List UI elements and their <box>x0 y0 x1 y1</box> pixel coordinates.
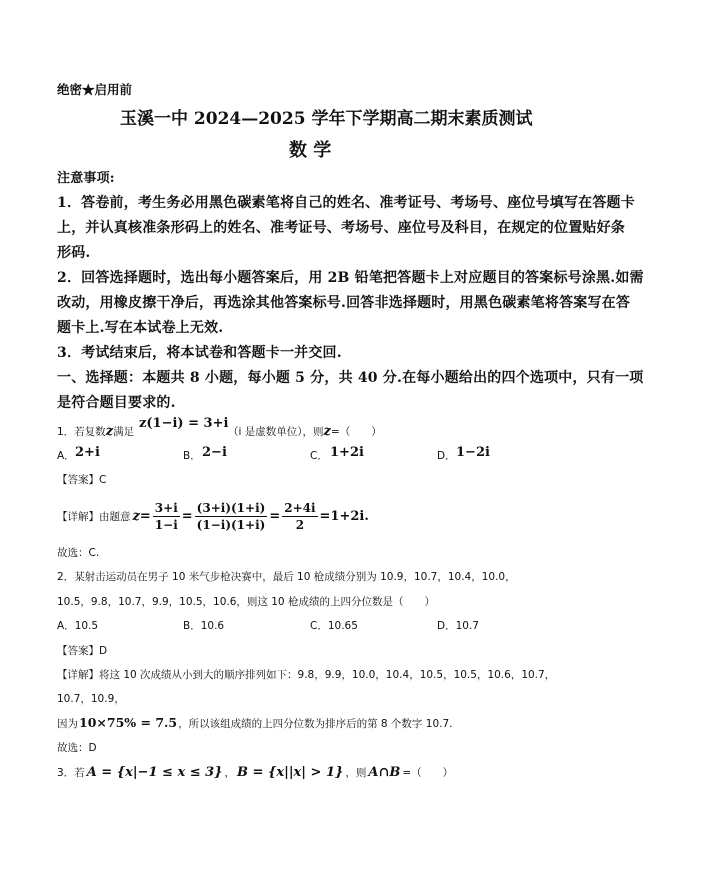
question-1-stem <box>57 424 134 439</box>
question-1-zeq: z <box>323 424 331 439</box>
option-value: 1+2i <box>330 445 364 460</box>
option-value: 2−i <box>202 445 227 460</box>
option-value: 10.6 <box>200 620 225 632</box>
question-2-conclusion: 故选：D <box>57 742 97 754</box>
question-1-conclusion: 故选：C. <box>57 547 100 559</box>
question-2-option-c <box>310 618 358 633</box>
note-1-line-1: 1．答卷前，考生务必用黑色碳素笔将自己的姓名、准考证号、考场号、座位号填写在答题卡 <box>57 195 635 211</box>
question-3-stem <box>57 765 453 780</box>
set-b: B = {x||x| > 1} <box>237 765 344 780</box>
question-3-prefix: 3．若 <box>57 767 85 779</box>
detail-z: z <box>132 508 140 524</box>
option-value: 1−2i <box>456 445 490 460</box>
question-1-mid: 满足 <box>113 426 135 438</box>
section-heading-line-1: 一、选择题：本题共 8 小题，每小题 5 分，共 40 分.在每小题给出的四个选项中，只有一项 <box>57 370 644 386</box>
question-2-detail-line-2: 10.7，10.9， <box>57 693 125 705</box>
option-letter: D． <box>437 620 456 632</box>
confidential-mark: 绝密★启用前 <box>57 82 133 97</box>
question-2-detail-line-3 <box>57 715 453 731</box>
fraction-2-denominator: (1−i)(1+i) <box>196 517 266 532</box>
note-2-line-2: 改动，用橡皮擦干净后，再选涂其他答案标号.回答非选择题时，用黑色碳素笔将答案写在答 <box>57 295 631 311</box>
question-1-blank: =（ ） <box>330 426 382 438</box>
question-1-prefix: 1．若复数 <box>57 426 106 438</box>
detail-suffix: ，所以该组成绩的上四分位数为排序后的第 8 个数字 10.7. <box>178 718 453 730</box>
notes-heading: 注意事项: <box>57 171 115 186</box>
separator: ， <box>224 767 236 779</box>
detail-prefix: 【详解】由题意 <box>57 510 131 523</box>
option-value: 2+i <box>75 445 100 460</box>
question-2-answer: 【答案】D <box>57 645 108 657</box>
equals-sign: = <box>269 508 281 524</box>
option-letter: C． <box>310 450 328 462</box>
note-2-line-3: 题卡上.写在本试卷上无效. <box>57 320 224 336</box>
question-1-option-a <box>57 448 75 463</box>
question-2-detail-line-1: 【详解】将这 10 次成绩从小到大的顺序排列如下：9.8，9.9，10.0，10.4，10.5，10.5，10.6，10.7， <box>57 669 556 681</box>
option-letter: A． <box>57 620 75 632</box>
note-2-line-1: 2．回答选择题时，选出每小题答案后，用 2B 铅笔把答题卡上对应题目的答案标号涂黑.如需 <box>57 270 644 286</box>
question-2-option-a <box>57 618 98 633</box>
fraction-3-numerator: 2+4i <box>284 500 316 515</box>
fraction-2 <box>195 501 268 532</box>
set-a: A = {x|−1 ≤ x ≤ 3} <box>86 765 223 780</box>
question-2-line-1: 2．某射击运动员在男子 10 米气步枪决赛中，最后 10 枪成绩分别为 10.9，10.7，10.4，10.0， <box>57 571 516 583</box>
option-letter: A． <box>57 450 75 462</box>
option-value: 10.7 <box>455 620 479 632</box>
question-1-paren: （i 是虚数单位），则 <box>228 426 324 438</box>
option-letter: C． <box>310 620 328 632</box>
question-2-option-d <box>437 618 479 633</box>
equals-sign: = <box>181 508 193 524</box>
fraction-3-denominator: 2 <box>295 517 305 532</box>
option-letter: B． <box>183 450 201 462</box>
question-1-detail <box>57 496 369 536</box>
option-letter: D． <box>437 450 456 462</box>
intersection-expression: A∩B <box>368 765 401 780</box>
note-3: 3．考试结束后，将本试卷和答题卡一并交回. <box>57 345 342 361</box>
detail-math: 10×75% = 7.5 <box>79 715 178 730</box>
detail-prefix: 因为 <box>57 718 78 730</box>
question-2-option-b <box>183 618 224 633</box>
question-3-tail-prefix: ，则 <box>345 767 367 779</box>
subject-title: 数 学 <box>289 140 332 161</box>
question-1-z: z <box>105 424 114 439</box>
detail-result: =1+2i. <box>319 508 369 524</box>
fraction-1 <box>153 501 180 532</box>
fraction-2-numerator: (3+i)(1+i) <box>196 500 266 515</box>
question-1-option-d <box>437 448 456 463</box>
exam-title: 玉溪一中 2024—2025 学年下学期高二期末素质测试 <box>120 109 533 129</box>
question-2-line-2: 10.5，9.8，10.7，9.9，10.5，10.6，则这 10 枪成绩的上四分位数是（ ） <box>57 596 435 608</box>
equals-sign: = <box>139 508 151 524</box>
note-1-line-3: 形码. <box>57 245 91 261</box>
option-value: 10.5 <box>74 620 99 632</box>
fraction-3 <box>282 501 317 532</box>
question-1-answer: 【答案】C <box>57 474 107 486</box>
question-1-stem-tail <box>228 424 382 439</box>
note-1-line-2: 上，并认真核准条形码上的姓名、准考证号、考场号、座位号及科目，在规定的位置贴好条 <box>57 220 625 236</box>
question-1-option-c <box>310 448 328 463</box>
section-heading-line-2: 是符合题目要求的. <box>57 395 176 411</box>
option-value: 10.65 <box>327 620 358 632</box>
question-1-option-b <box>183 448 201 463</box>
question-1-equation: z(1−i) = 3+i <box>139 416 229 431</box>
option-letter: B． <box>183 620 201 632</box>
fraction-1-denominator: 1−i <box>154 517 178 532</box>
question-3-blank: =（ ） <box>402 767 454 779</box>
fraction-1-numerator: 3+i <box>154 500 178 515</box>
